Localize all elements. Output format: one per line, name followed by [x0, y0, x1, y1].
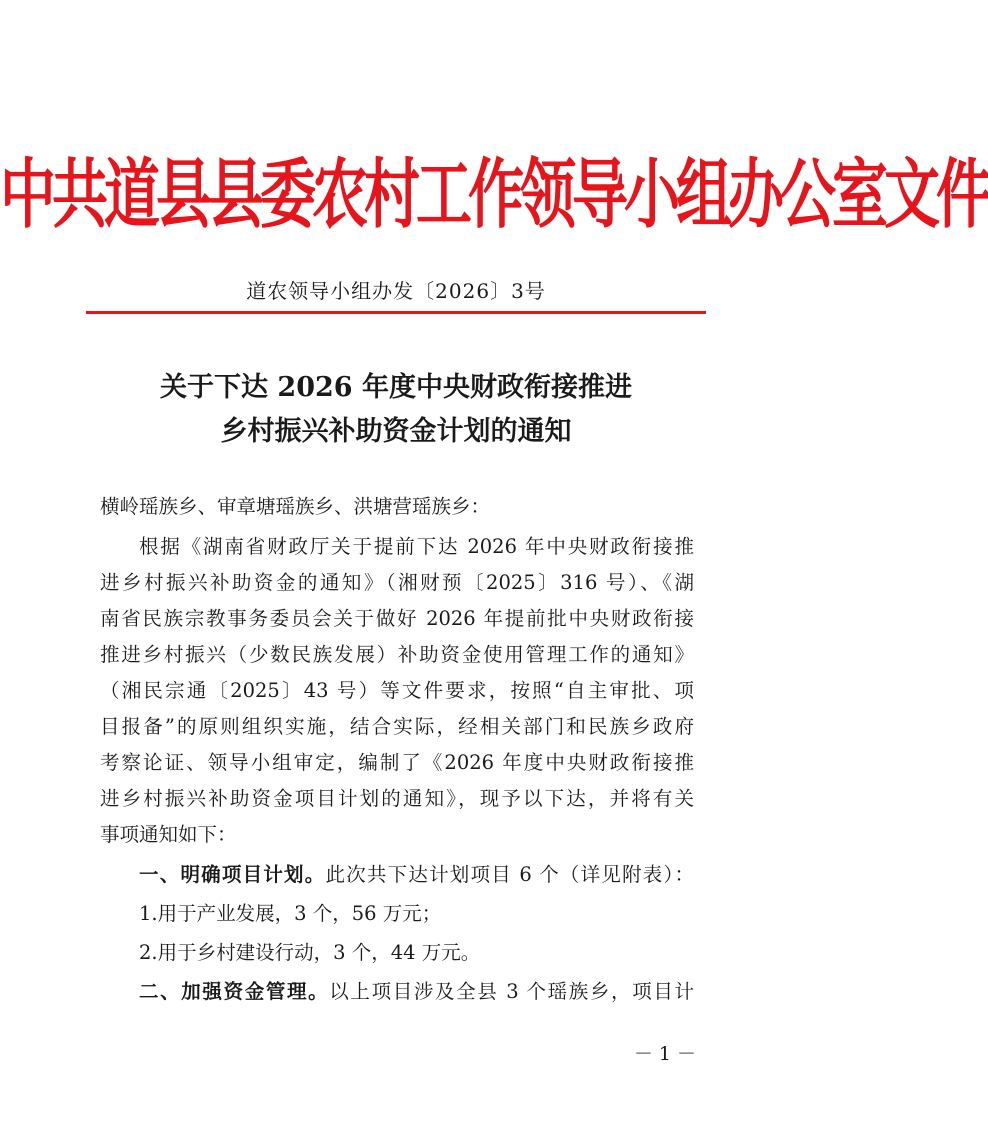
- paragraph-line: 目报备”的原则组织实施，结合实际，经相关部门和民族乡政府: [100, 715, 694, 738]
- paragraph-line: 进乡村振兴补助资金项目计划的通知》，现予以下达，并将有关: [100, 787, 694, 810]
- section-1: [139, 860, 694, 890]
- list-item: 2.用于乡村建设行动，3 个，44 万元。: [139, 941, 481, 964]
- notice-title-line-2: 乡村振兴补助资金计划的通知: [220, 416, 572, 447]
- issuer-header-title: 中共道县县委农村工作领导小组办公室文件: [0, 150, 988, 240]
- paragraph-line: 根据《湖南省财政厅关于提前下达 2026 年中央财政衔接推: [139, 535, 694, 558]
- paragraph-line: 考察论证、领导小组审定，编制了《2026 年度中央财政衔接推: [100, 751, 694, 774]
- paragraph-line: 推进乡村振兴（少数民族发展）补助资金使用管理工作的通知》: [100, 643, 694, 666]
- section-2: [139, 977, 694, 1007]
- paragraph-line: （湘民宗通〔2025〕43 号）等文件要求，按照“自主审批、项: [100, 679, 694, 702]
- red-divider-line: [86, 311, 706, 314]
- notice-title-line-1: 关于下达 2026 年度中央财政衔接推进: [160, 372, 632, 403]
- paragraph-line: 事项通知如下：: [100, 823, 237, 846]
- paragraph-line: 进乡村振兴补助资金的通知》（湘财预〔2025〕316 号）、《湖: [100, 571, 694, 594]
- section-1-text: 此次共下达计划项目 6 个（详见附表）：: [325, 863, 694, 886]
- paragraph-line: 南省民族宗教事务委员会关于做好 2026 年提前批中央财政衔接: [100, 607, 694, 630]
- list-item: 1.用于产业发展，3 个，56 万元；: [139, 902, 442, 925]
- document-number: 道农领导小组办发〔2026〕3号: [246, 279, 546, 303]
- section-2-heading: 二、加强资金管理。: [139, 980, 330, 1003]
- section-1-heading: 一、明确项目计划。: [139, 863, 326, 886]
- salutation: 横岭瑶族乡、审章塘瑶族乡、洪塘营瑶族乡：: [100, 495, 491, 518]
- page-number: － 1 －: [633, 1043, 696, 1065]
- section-2-text: 以上项目涉及全县 3 个瑶族乡，项目计: [329, 980, 694, 1003]
